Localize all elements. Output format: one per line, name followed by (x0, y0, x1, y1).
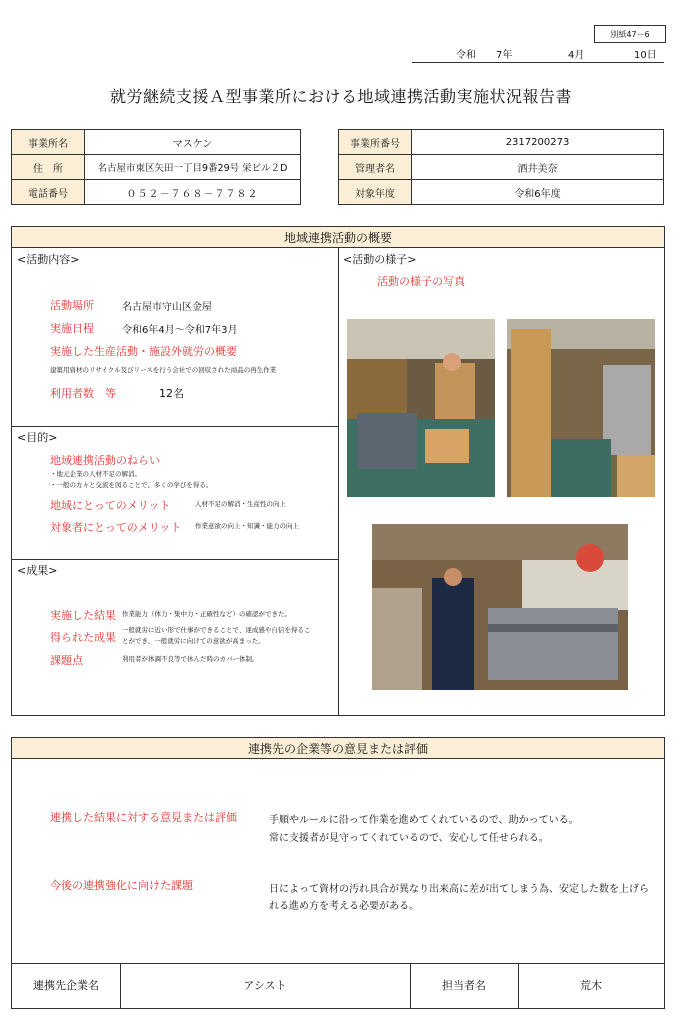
row-divider-1 (12, 426, 338, 427)
office-number-value: 2317200273 (412, 130, 664, 155)
aim-label: 地域連携活動のねらい (50, 454, 160, 467)
date-month: 4月 (568, 50, 585, 61)
partner-company-value: アシスト (243, 979, 287, 992)
office-id-table (338, 129, 664, 205)
merit-user-value: 作業意欲の向上・知識・能力の向上 (195, 522, 299, 530)
evaluation-section (11, 737, 665, 1009)
activity-photo-2 (507, 319, 655, 497)
users-value: 12名 (159, 387, 184, 400)
row-divider-2 (12, 559, 338, 560)
phone-value: ０５２－７６８－７７８２ (85, 180, 301, 205)
page-title: 就労継続支援Ａ型事業所における地域連携活動実施状況報告書 (109, 87, 572, 106)
opinion-line-1: 手順やルールに沿って作業を進めてくれているので、助かっている。 (269, 815, 579, 826)
office-name-value: マスケン (85, 130, 301, 155)
results-heading: <成果> (17, 564, 58, 577)
activity-place-value: 名古屋市守山区金屋 (122, 302, 212, 313)
manager-value: 酒井美奈 (412, 155, 664, 180)
users-label: 利用者数 等 (50, 387, 116, 400)
report-date (412, 44, 664, 63)
overview-heading: 地域連携活動の概要 (12, 227, 664, 248)
evaluation-heading: 連携先の企業等の意見または評価 (12, 738, 664, 759)
form-number: 別紙47－6 (594, 25, 666, 43)
issue-label: 課題点 (50, 654, 83, 667)
phone-label: 電話番号 (12, 180, 85, 205)
partner-company-label: 連携先企業名 (33, 979, 99, 992)
challenge-line-1: 日によって資材の汚れ具合が異なり出来高に差が出てしまう為、安定した数を上げら (269, 884, 649, 895)
aim-item-1: ・地元企業の人材不足の解消。 (50, 470, 141, 478)
column-divider (338, 248, 339, 715)
done-value: 作業能力（体力・集中力・正確性など）の確認ができた。 (122, 610, 291, 618)
photos-caption: 活動の様子の写真 (377, 275, 465, 288)
purpose-heading: <目的> (17, 431, 58, 444)
overview-section (11, 226, 665, 716)
schedule-value: 令和6年4月～令和7年3月 (122, 325, 238, 336)
address-value: 名古屋市東区矢田一丁目9番29号 栄ビル２D (85, 155, 301, 180)
activity-photo-3 (372, 524, 628, 690)
issue-value: 利用者が体調不良等で休んだ時のカバー体制。 (122, 655, 259, 663)
gained-line-2: とができ、一般就労に向けての意欲が高まった。 (122, 637, 265, 645)
activity-photo-1 (347, 319, 495, 497)
challenge-label: 今後の連携強化に向けた課題 (50, 879, 193, 892)
merit-user-label: 対象者にとってのメリット (50, 521, 182, 534)
done-label: 実施した結果 (50, 609, 116, 622)
challenge-line-2: れる進め方を考える必要がある。 (269, 901, 419, 912)
aim-item-2: ・一般の方々と交流を図ることで、多くの学びを得る。 (50, 481, 213, 489)
office-info-table (11, 129, 301, 205)
gained-label: 得られた成果 (50, 631, 116, 644)
production-value: 建築用資材のリサイクル及びリースを行う会社での回収された商品の再生作業 (50, 366, 277, 374)
fiscal-year-value: 令和6年度 (412, 180, 664, 205)
production-label: 実施した生産活動・施設外就労の概要 (50, 345, 237, 358)
gained-line-1: 一般就労に近い形で仕事ができることで、達成感や自信を得るこ (122, 626, 311, 634)
schedule-label: 実施日程 (50, 322, 94, 335)
opinion-label: 連携した結果に対する意見または評価 (50, 811, 237, 824)
partner-row-divider (12, 963, 664, 964)
merit-region-label: 地域にとってのメリット (50, 499, 171, 512)
date-day: 10日 (634, 50, 657, 61)
office-name-label: 事業所名 (12, 130, 85, 155)
activity-place-label: 活動場所 (50, 299, 94, 312)
office-number-label: 事業所番号 (339, 130, 412, 155)
fiscal-year-label: 対象年度 (339, 180, 412, 205)
merit-region-value: 人材不足の解消・生産性の向上 (195, 500, 286, 508)
partner-contact-label: 担当者名 (442, 979, 486, 992)
manager-label: 管理者名 (339, 155, 412, 180)
address-label: 住 所 (12, 155, 85, 180)
date-year: 7年 (496, 50, 513, 61)
activity-heading: <活動内容> (17, 253, 80, 266)
photos-heading: <活動の様子> (343, 253, 417, 266)
partner-contact-value: 荒木 (580, 979, 602, 992)
date-era: 令和 (456, 50, 476, 61)
opinion-line-2: 常に支援者が見守ってくれているので、安心して任せられる。 (269, 833, 549, 844)
